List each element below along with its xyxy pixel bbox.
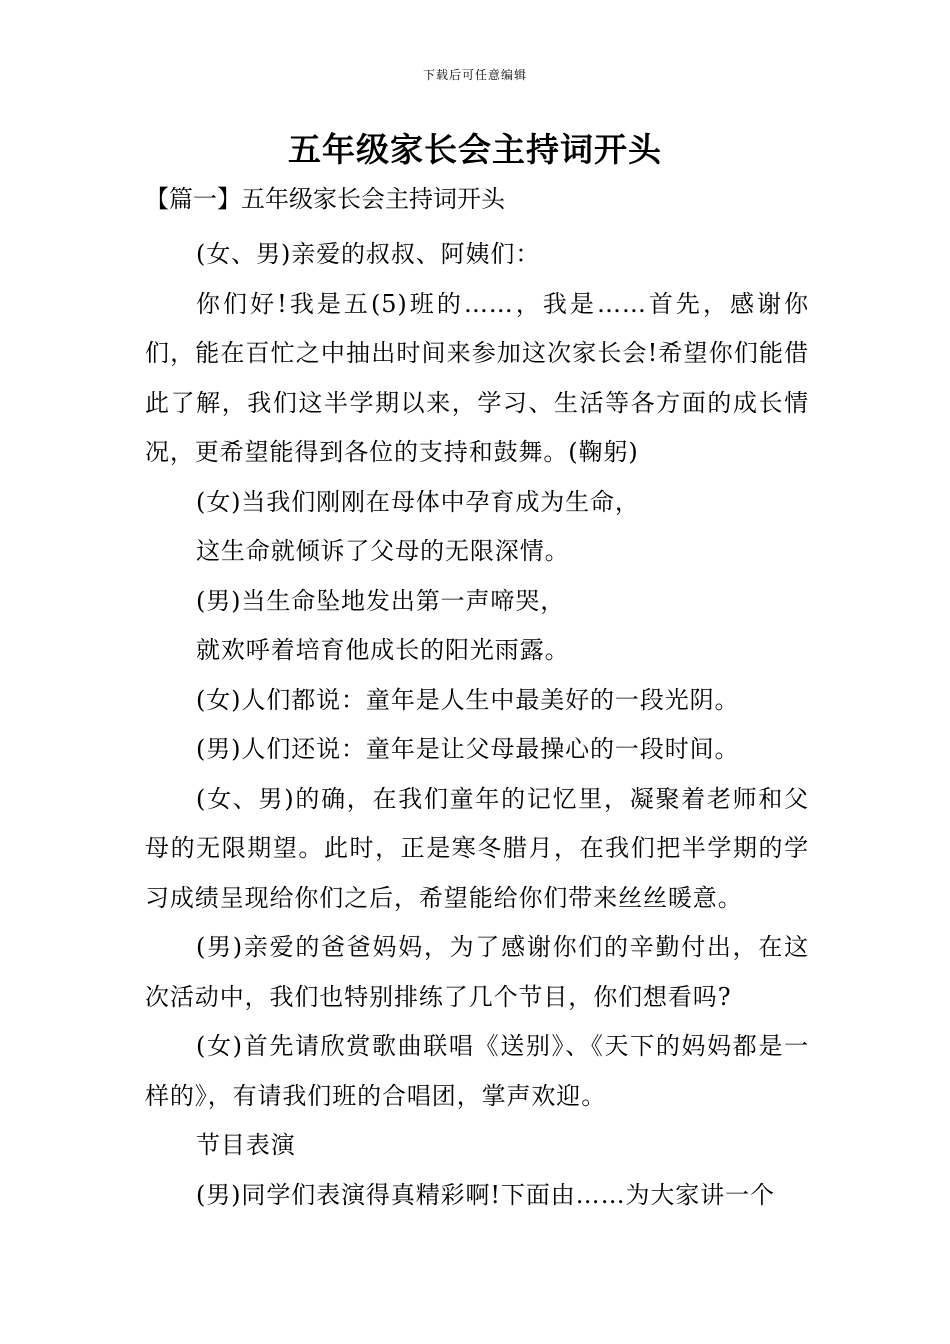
paragraph-performance: 节目表演 <box>196 1131 296 1159</box>
paragraph-verse-2: 这生命就倾诉了父母的无限深情。 <box>196 537 570 565</box>
paragraph-childhood-2: (男)人们还说：童年是让父母最操心的一段时间。 <box>196 735 740 763</box>
paragraph-verse-3: (男)当生命坠地发出第一声啼哭， <box>196 586 566 615</box>
header-note: 下载后可任意编辑 <box>422 68 527 82</box>
paragraph-welcome: 你们好!我是五(5)班的……，我是……首先，感谢你们，能在百忙之中抽出时间来参加这次家长会!希望你们能借此了解，我们这半学期以来，学习、生活等各方面的成长情况，更希望能得到各位的支持和鼓舞。(鞠躬) <box>145 289 809 466</box>
paragraph-story: (男)同学们表演得真精彩啊!下面由……为大家讲一个 <box>196 1180 775 1209</box>
paragraph-song: (女)首先请欣赏歌曲联唱《送别》、《天下的妈妈都是一样的》，有请我们班的合唱团，掌声欢迎。 <box>145 1032 809 1110</box>
document-title: 五年级家长会主持词开头 <box>288 130 662 169</box>
paragraph-childhood-1: (女)人们都说：童年是人生中最美好的一段光阴。 <box>196 685 740 714</box>
section-heading: 【篇一】五年级家长会主持词开头 <box>145 185 505 213</box>
paragraph-verse-1: (女)当我们刚刚在母体中孕育成为生命， <box>196 487 640 516</box>
body-text <box>145 230 809 1220</box>
paragraph-greeting: (女、男)亲爱的叔叔、阿姨们： <box>196 240 541 268</box>
paragraph-memory: (女、男)的确，在我们童年的记忆里，凝聚着老师和父母的无限期望。此时，正是寒冬腊月，在我们把半学期的学习成绩呈现给你们之后，希望能给你们带来丝丝暖意。 <box>145 784 809 912</box>
paragraph-verse-4: 就欢呼着培育他成长的阳光雨露。 <box>196 636 570 664</box>
paragraph-thanks: (男)亲爱的爸爸妈妈，为了感谢你们的辛勤付出，在这次活动中，我们也特别排练了几个节目，你们想看吗? <box>145 933 809 1011</box>
